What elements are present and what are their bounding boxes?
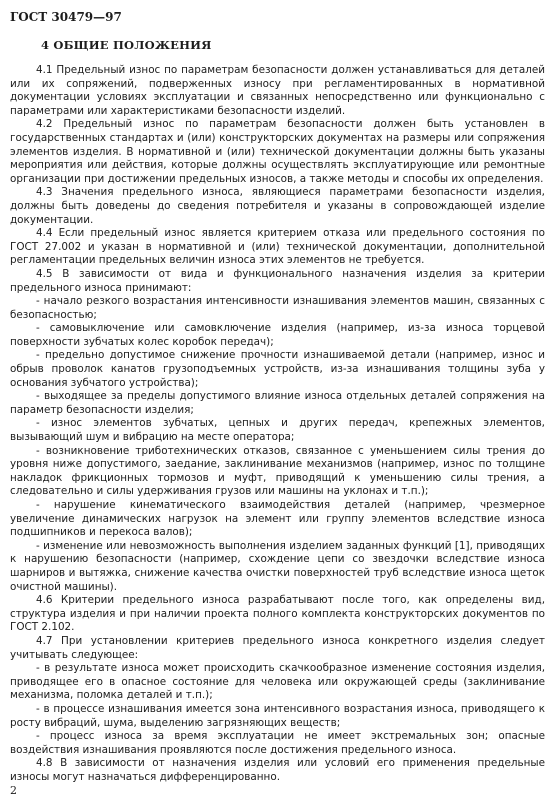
list-item: - возникновение триботехнических отказов, связанное с уменьшением силы трения до уровня ниже допустимого, заедание, заклинивание механизмов (например, износ по толщине накладок фрикционных тормозов и муфт, приводящий к уменьшению силы трения, а следовательно и силы удерживания грузов или машины на уклонах и т.п.); xyxy=(10,444,545,498)
paragraph-4-2: 4.2 Предельный износ по параметрам безопасности должен быть установлен в государственных стандартах и (или) конструкторских документах на размеры или сопряжения элементов изделия. В нормативной и (или) технической документации должны быть указаны мероприятия или действия, которые должны осуществлять эксплуатирующие или ремонтные организации при достижении предельных износов, а также методы и способы их определения. xyxy=(10,118,545,185)
paragraph-4-1: 4.1 Предельный износ по параметрам безопасности должен устанавливаться для деталей или их сопряжений, подверженных износу при регламентированных в нормативной документации условиях эксплуатации и связанных непосредственно или функционально с параметрами или характеристиками безопасности изделий. xyxy=(10,64,545,117)
section-title: 4 ОБЩИЕ ПОЛОЖЕНИЯ xyxy=(41,38,212,52)
page-number: 2 xyxy=(10,784,17,797)
document-body xyxy=(10,64,545,784)
paragraph-4-8: 4.8 В зависимости от назначения изделия или условий его применения предельные износы могут назначаться дифференцированно. xyxy=(10,757,545,783)
paragraph-4-5: 4.5 В зависимости от вида и функционального назначения изделия за критерии предельного износа принимают: xyxy=(10,267,545,294)
list-item: - износ элементов зубчатых, цепных и других передач, крепежных элементов, вызывающий шум и вибрацию на месте оператора; xyxy=(10,417,545,444)
list-item: - в процессе изнашивания имеется зона интенсивного возрастания износа, приводящего к росту вибраций, шума, выделению загрязняющих веществ; xyxy=(10,702,545,729)
list-item: - самовыключение или самовключение изделия (например, из-за износа торцевой поверхности зубчатых колес коробок передач); xyxy=(10,322,545,348)
list-item: - процесс износа за время эксплуатации не имеет экстремальных зон; опасные воздействия изнашивания проявляются после достижения предельного износа. xyxy=(10,730,545,756)
list-item: - изменение или невозможность выполнения изделием заданных функций [1], приводящих к нарушению безопасности (например, схождение цепи со звездочки вследствие износа шарниров и вытяжка, снижение качества очистки поверхностей труб вследствие износа щеток очистной машины). xyxy=(10,539,545,593)
paragraph-4-4: 4.4 Если предельный износ является критерием отказа или предельного состояния по ГОСТ 27.002 и указан в нормативной и (или) технической документации, дополнительной регламентации предельных величин износа этих элементов не требуется. xyxy=(10,227,545,267)
list-item: - выходящее за пределы допустимого влияние износа отдельных деталей сопряжения на параметр безопасности изделия; xyxy=(10,390,545,416)
list-item: - в результате износа может происходить скачкообразное изменение состояния изделия, приводящее его в опасное состояние для человека или окружающей среды (заклинивание механизма, поломка деталей и т.п.); xyxy=(10,662,545,702)
list-item: - нарушение кинематического взаимодействия деталей (например, чрезмерное увеличение динамических нагрузок на элемент или группу элементов вследствие износа подшипников и перекоса валов); xyxy=(10,499,545,539)
list-item: - предельно допустимое снижение прочности изнашиваемой детали (например, износ и обрыв проволок канатов грузоподъемных устройств, из-за изнашивания толщины зуба у основания зубчатого устройства); xyxy=(10,349,545,389)
paragraph-4-6: 4.6 Критерии предельного износа разрабатывают после того, как определены вид, структура изделия и при наличии проекта полного комплекта конструкторских документов по ГОСТ 2.102. xyxy=(10,594,545,634)
paragraph-4-3: 4.3 Значения предельного износа, являющиеся параметрами безопасности изделия, должны быть доведены до сведения потребителя и указаны в сопровождающей изделие документации. xyxy=(10,186,545,226)
list-item: - начало резкого возрастания интенсивности изнашивания элементов машин, связанных с безопасностью; xyxy=(10,295,545,321)
document-header: ГОСТ 30479—97 xyxy=(10,10,122,24)
paragraph-4-7: 4.7 При установлении критериев предельного износа конкретного изделия следует учитывать следующее: xyxy=(10,634,545,661)
